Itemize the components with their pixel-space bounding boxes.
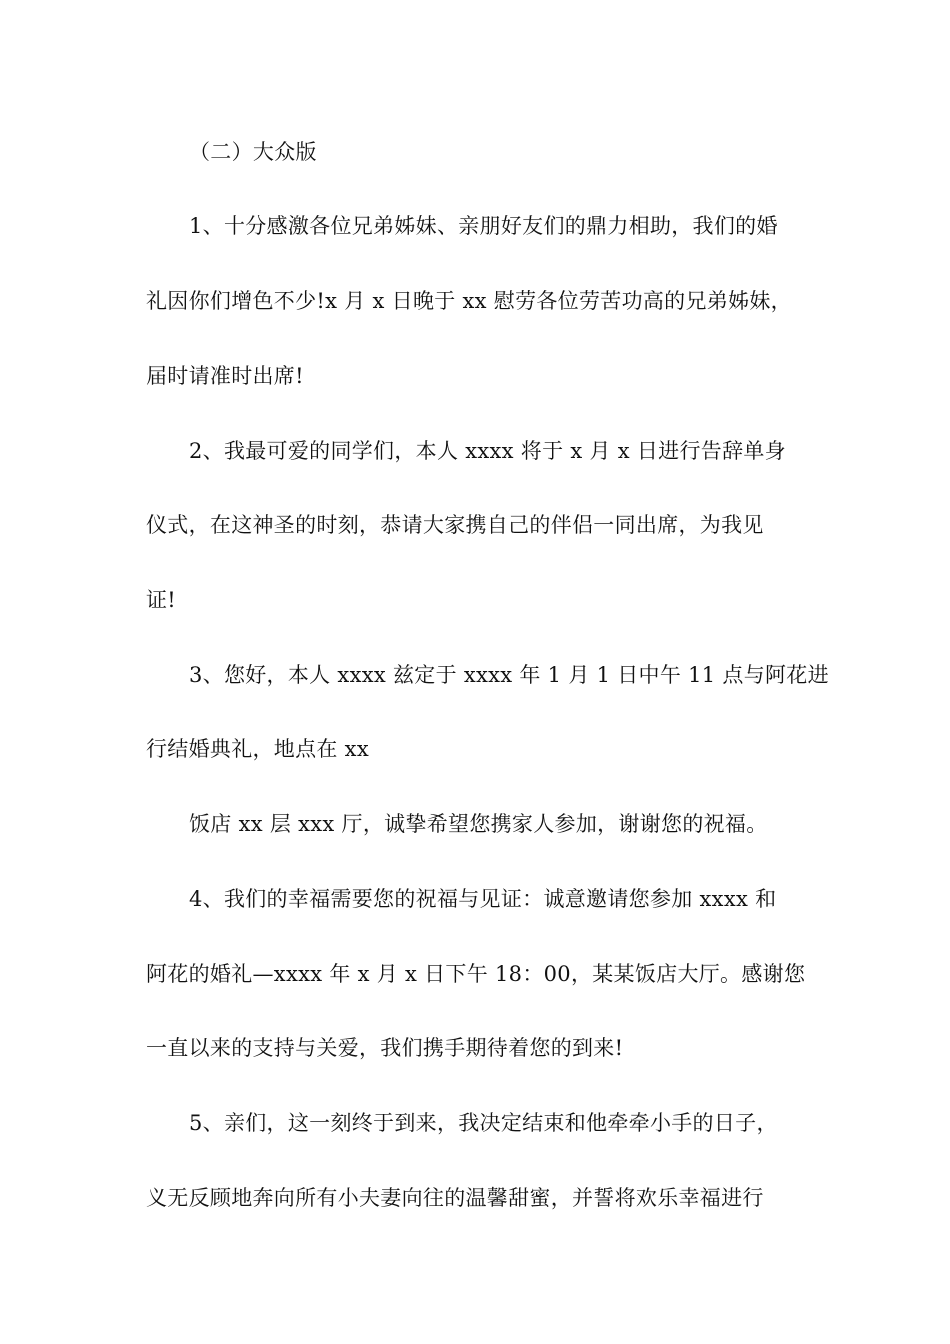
section-heading: （二）大众版 — [189, 140, 317, 164]
paragraph-1-line-2: 礼因你们增色不少!x 月 x 日晚于 xx 慰劳各位劳苦功高的兄弟姊妹， — [146, 289, 792, 313]
paragraph-1-line-3: 届时请准时出席! — [146, 364, 304, 388]
paragraph-3-line-2: 行结婚典礼，地点在 xx — [146, 737, 369, 761]
paragraph-4-line-3: 一直以来的支持与关爱，我们携手期待着您的到来! — [146, 1036, 624, 1060]
paragraph-4-line-2: 阿花的婚礼—xxxx 年 x 月 x 日下午 18：00，某某饭店大厅。感谢您 — [146, 962, 806, 986]
paragraph-5-line-2: 义无反顾地奔向所有小夫妻向往的温馨甜蜜，并誓将欢乐幸福进行 — [146, 1186, 764, 1210]
paragraph-1-line-1: 1、十分感激各位兄弟姊妹、亲朋好友们的鼎力相助，我们的婚 — [189, 214, 778, 238]
paragraph-3-line-3: 饭店 xx 层 xxx 厅，诚挚希望您携家人参加，谢谢您的祝福。 — [189, 812, 768, 836]
paragraph-2-line-1: 2、我最可爱的同学们，本人 xxxx 将于 x 月 x 日进行告辞单身 — [189, 439, 786, 463]
paragraph-2-line-2: 仪式，在这神圣的时刻，恭请大家携自己的伴侣一同出席，为我见 — [146, 513, 764, 537]
paragraph-2-line-3: 证! — [146, 588, 177, 612]
paragraph-5-line-1: 5、亲们，这一刻终于到来，我决定结束和他牵牵小手的日子， — [189, 1111, 778, 1135]
paragraph-3-line-1: 3、您好，本人 xxxx 兹定于 xxxx 年 1 月 1 日中午 11 点与阿花进 — [189, 663, 829, 687]
paragraph-4-line-1: 4、我们的幸福需要您的祝福与见证：诚意邀请您参加 xxxx 和 — [189, 887, 777, 911]
